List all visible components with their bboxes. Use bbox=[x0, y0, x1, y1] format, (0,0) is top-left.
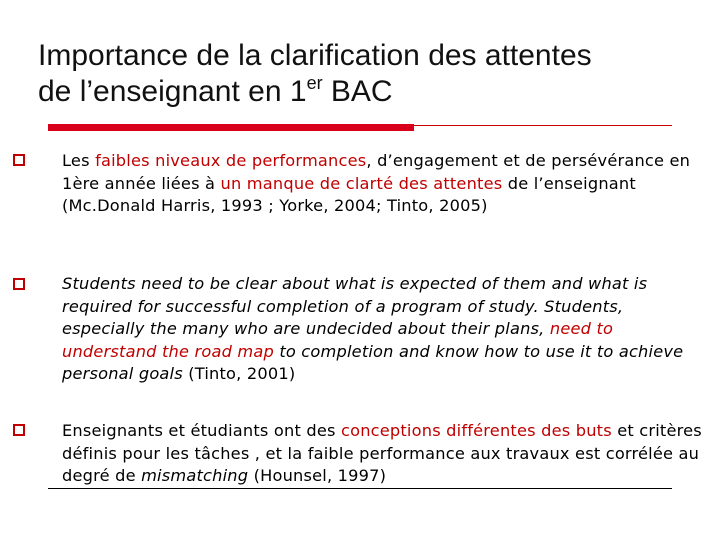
bullet-1-highlight-1: faibles niveaux de performances bbox=[95, 151, 367, 170]
bullet-2-segment-1: Students need to be clear about what is expected of them and what is required for successful completion of a program of study. Students, especially the many who are undecided about their plans, bbox=[62, 274, 648, 338]
bullet-1-segment-1: Les bbox=[62, 151, 96, 170]
hollow-square-bullet-icon bbox=[13, 154, 25, 166]
bottom-divider bbox=[48, 488, 672, 489]
bullet-3-segment-1: Enseignants et étudiants ont des bbox=[62, 421, 341, 440]
hollow-square-bullet-icon bbox=[13, 424, 25, 436]
title-line-2-main: de l’enseignant en 1 bbox=[38, 75, 307, 108]
bullet-3-citation: (Hounsel, 1997) bbox=[248, 466, 387, 485]
hollow-square-bullet-icon bbox=[13, 278, 25, 290]
title-superscript: er bbox=[306, 73, 323, 93]
bullet-3-highlight-1: conceptions différentes des buts bbox=[340, 421, 612, 440]
bullet-2-segment-3: to completion and know how to use it to achieve personal goals bbox=[62, 341, 684, 383]
title-line-2-end: BAC bbox=[322, 75, 393, 108]
bullet-2-citation: (Tinto, 2001) bbox=[182, 364, 296, 383]
bullet-1-segment-3: , d’engagement et de persévérance en 1ère année liées à bbox=[62, 151, 691, 193]
bullet-text-1 bbox=[62, 150, 702, 218]
title-underline-thick bbox=[48, 124, 414, 131]
bullet-text-2 bbox=[62, 273, 702, 386]
bullet-1-segment-5: de l’enseignant (Mc.Donald Harris, 1993 ; Yorke, 2004; Tinto, 2005) bbox=[62, 173, 636, 215]
bullet-3-segment-3: et critères définis pour les tâches , et la faible performance aux travaux est corrélée au degré de bbox=[62, 421, 702, 485]
title-line-2 bbox=[38, 74, 698, 110]
bullet-1-highlight-2: un manque de clarté des attentes bbox=[220, 173, 503, 193]
bullet-text-3 bbox=[62, 420, 702, 488]
slide-title bbox=[38, 38, 698, 110]
title-line-1: Importance de la clarification des attentes bbox=[38, 39, 592, 72]
bullet-3-emphasis: mismatching bbox=[141, 466, 249, 485]
bullet-2-highlight-1: need to understand the road map bbox=[62, 319, 614, 361]
